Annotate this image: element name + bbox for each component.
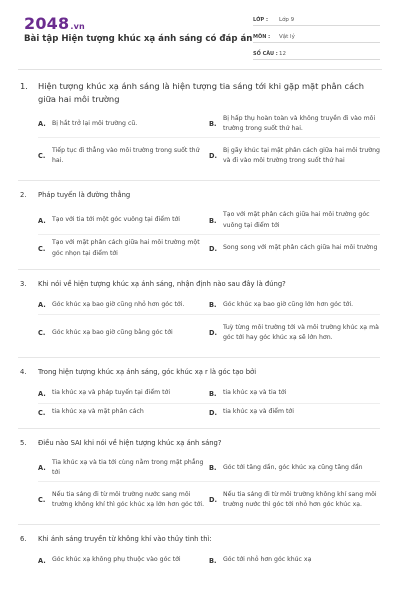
question-header: [20, 278, 380, 291]
question-divider: [18, 428, 380, 429]
option-letter: B.: [209, 301, 217, 309]
option-b[interactable]: [209, 385, 380, 403]
option-d[interactable]: [209, 404, 380, 422]
meta-row-subject: [253, 29, 380, 43]
meta-label: MÔN :: [253, 34, 271, 40]
option-c[interactable]: [38, 404, 209, 422]
question-header: [20, 80, 380, 105]
option-d[interactable]: [209, 235, 380, 263]
option-letter: C.: [38, 496, 46, 504]
option-a[interactable]: [38, 208, 209, 234]
option-a[interactable]: [38, 455, 209, 481]
question-text: Khi ánh sáng truyền từ không khí vào thủy tinh thì:: [38, 535, 212, 543]
question-number: 3.: [20, 279, 27, 288]
option-text: tia khúc xạ và mặt phân cách: [52, 408, 144, 416]
option-text: Bị gãy khúc tại mặt phân cách giữa hai môi trường và đi vào môi trường trong suốt thứ hai: [223, 146, 380, 164]
option-text: Nếu tia sáng đi từ môi trường nước sang môi trường không khí thì góc khúc xạ lớn hơn góc tới.: [52, 490, 205, 508]
option-letter: B.: [209, 216, 217, 225]
question-2: [20, 189, 380, 263]
option-c[interactable]: [38, 482, 209, 518]
option-row: [20, 552, 380, 570]
brand-tld: .vn: [70, 22, 85, 31]
option-letter: A.: [38, 120, 46, 128]
option-b[interactable]: [209, 208, 380, 234]
option-b[interactable]: [209, 455, 380, 481]
option-text: Góc khúc xạ không phụ thuộc vào góc tới: [52, 556, 181, 564]
question-divider: [18, 269, 380, 270]
option-text: tia khúc xạ và tia tới: [223, 389, 287, 397]
meta-value: 12: [279, 51, 286, 57]
option-letter: B.: [209, 120, 217, 128]
question-header: [20, 533, 380, 546]
meta-value: Vật lý: [279, 34, 295, 40]
option-letter: D.: [209, 329, 217, 337]
option-text: Song song với mặt phân cách giữa hai môi trường: [223, 244, 378, 252]
question-text: Pháp tuyến là đường thẳng: [38, 191, 131, 199]
document-title: Bài tập Hiện tượng khúc xạ ánh sáng có đáp án: [24, 34, 253, 44]
option-text: tia khúc xạ và điểm tới: [223, 408, 294, 416]
option-letter: C.: [38, 329, 46, 337]
question-divider: [18, 357, 380, 358]
meta-row-class: [253, 12, 380, 26]
option-letter: A.: [38, 389, 46, 398]
option-letter: C.: [38, 244, 46, 253]
option-letter: A.: [38, 216, 46, 225]
question-header: [20, 189, 380, 202]
option-d[interactable]: [209, 482, 380, 518]
question-number: 4.: [20, 368, 27, 376]
option-letter: D.: [209, 496, 217, 504]
option-row: [20, 296, 380, 314]
option-text: Tia khúc xạ và tia tới cùng nằm trong mặt phẳng tới: [52, 458, 204, 476]
option-letter: D.: [209, 152, 217, 160]
question-divider: [18, 180, 380, 181]
meta-value: Lớp 9: [279, 17, 295, 23]
option-c[interactable]: [38, 315, 209, 351]
option-text: Tạo với tia tới một góc vuông tại điểm tới: [52, 216, 181, 224]
question-text: Trong hiện tượng khúc xạ ánh sáng, góc khúc xạ r là góc tạo bởi: [38, 368, 257, 376]
option-row: [20, 235, 380, 263]
option-text: Góc tới tăng dần, góc khúc xạ cũng tăng dần: [223, 463, 363, 471]
option-text: Tạo với mặt phân cách giữa hai môi trường góc vuông tại điểm tới: [223, 211, 370, 229]
option-letter: D.: [209, 408, 217, 417]
option-group: [20, 385, 380, 422]
option-letter: A.: [38, 301, 46, 309]
option-letter: C.: [38, 408, 46, 417]
question-text: Điều nào SAI khi nói về hiện tượng khúc xạ ánh sáng?: [38, 438, 222, 447]
question-number: 6.: [20, 535, 27, 543]
option-b[interactable]: [209, 552, 380, 570]
option-letter: B.: [209, 464, 217, 472]
brand-main: 2048: [24, 14, 70, 33]
option-text: Bị hắt trở lại môi trường cũ.: [52, 119, 138, 127]
option-d[interactable]: [209, 138, 380, 174]
question-1: [20, 80, 380, 174]
question-3: [20, 278, 380, 352]
option-group: [20, 455, 380, 518]
option-text: Bị hấp thụ hoàn toàn và không truyền đi vào môi trường trong suốt thứ hai.: [223, 114, 376, 132]
option-a[interactable]: [38, 385, 209, 403]
option-text: Góc khúc xạ bao giờ cũng lớn hơn góc tới.: [223, 300, 354, 308]
option-text: Tạo với mặt phân cách giữa hai môi trường một góc nhọn tại điểm tới: [52, 239, 200, 257]
meta-label: LỚP :: [253, 17, 268, 23]
option-letter: B.: [209, 556, 217, 565]
option-d[interactable]: [209, 315, 380, 351]
option-letter: A.: [38, 556, 46, 565]
option-row: [20, 138, 380, 174]
question-list: [0, 80, 400, 570]
option-letter: C.: [38, 152, 46, 160]
question-number: 1.: [20, 81, 28, 91]
option-text: Nếu tia sáng đi từ môi trường không khí sang môi trường nước thì góc tới nhỏ hơn góc khúc xạ.: [223, 490, 377, 508]
brand-logo[interactable]: [24, 14, 85, 33]
option-text: Góc khúc xạ bao giờ cũng nhỏ hơn góc tới.: [52, 300, 185, 308]
question-header: [20, 437, 380, 450]
option-row: [20, 385, 380, 403]
question-4: [20, 366, 380, 422]
question-text: Hiện tượng khúc xạ ánh sáng là hiện tượng tia sáng tới khi gặp mặt phân cách giữa hai môi trường: [38, 81, 365, 104]
option-letter: D.: [209, 244, 217, 253]
question-number: 2.: [20, 191, 27, 199]
option-c[interactable]: [38, 235, 209, 263]
option-row: [20, 208, 380, 234]
option-row: [20, 111, 380, 137]
question-header: [20, 366, 380, 379]
option-text: Tuỳ từng môi trường tới và môi trường khúc xạ mà góc tới hay góc khúc xạ sẽ lớn hơn.: [223, 323, 379, 341]
option-a[interactable]: [38, 111, 209, 137]
option-row: [20, 315, 380, 351]
question-number: 5.: [20, 438, 27, 447]
document-meta: [253, 12, 380, 63]
question-text: Khi nói về hiện tượng khúc xạ ánh sáng, nhận định nào sau đây là đúng?: [38, 279, 286, 288]
option-letter: A.: [38, 464, 46, 472]
option-row: [20, 404, 380, 422]
option-group: [20, 111, 380, 174]
option-a[interactable]: [38, 296, 209, 314]
question-5: [20, 437, 380, 519]
option-group: [20, 552, 380, 570]
option-text: Góc tới nhỏ hơn góc khúc xạ: [223, 556, 312, 564]
document-header: [0, 0, 400, 60]
option-a[interactable]: [38, 552, 209, 570]
header-divider: [18, 69, 382, 70]
question-divider: [18, 524, 380, 525]
option-b[interactable]: [209, 296, 380, 314]
option-group: [20, 296, 380, 351]
option-text: Tiếp tục đi thẳng vào môi trường trong suốt thứ hai.: [52, 146, 200, 164]
meta-row-count: [253, 46, 380, 60]
option-c[interactable]: [38, 138, 209, 174]
option-text: tia khúc xạ và pháp tuyến tại điểm tới: [52, 389, 171, 397]
option-letter: B.: [209, 389, 217, 398]
option-group: [20, 208, 380, 263]
question-6: [20, 533, 380, 570]
option-text: Góc khúc xạ bao giờ cũng bằng góc tới: [52, 328, 173, 336]
option-row: [20, 482, 380, 518]
meta-label: SỐ CÂU :: [253, 51, 278, 57]
option-b[interactable]: [209, 111, 380, 137]
option-row: [20, 455, 380, 481]
